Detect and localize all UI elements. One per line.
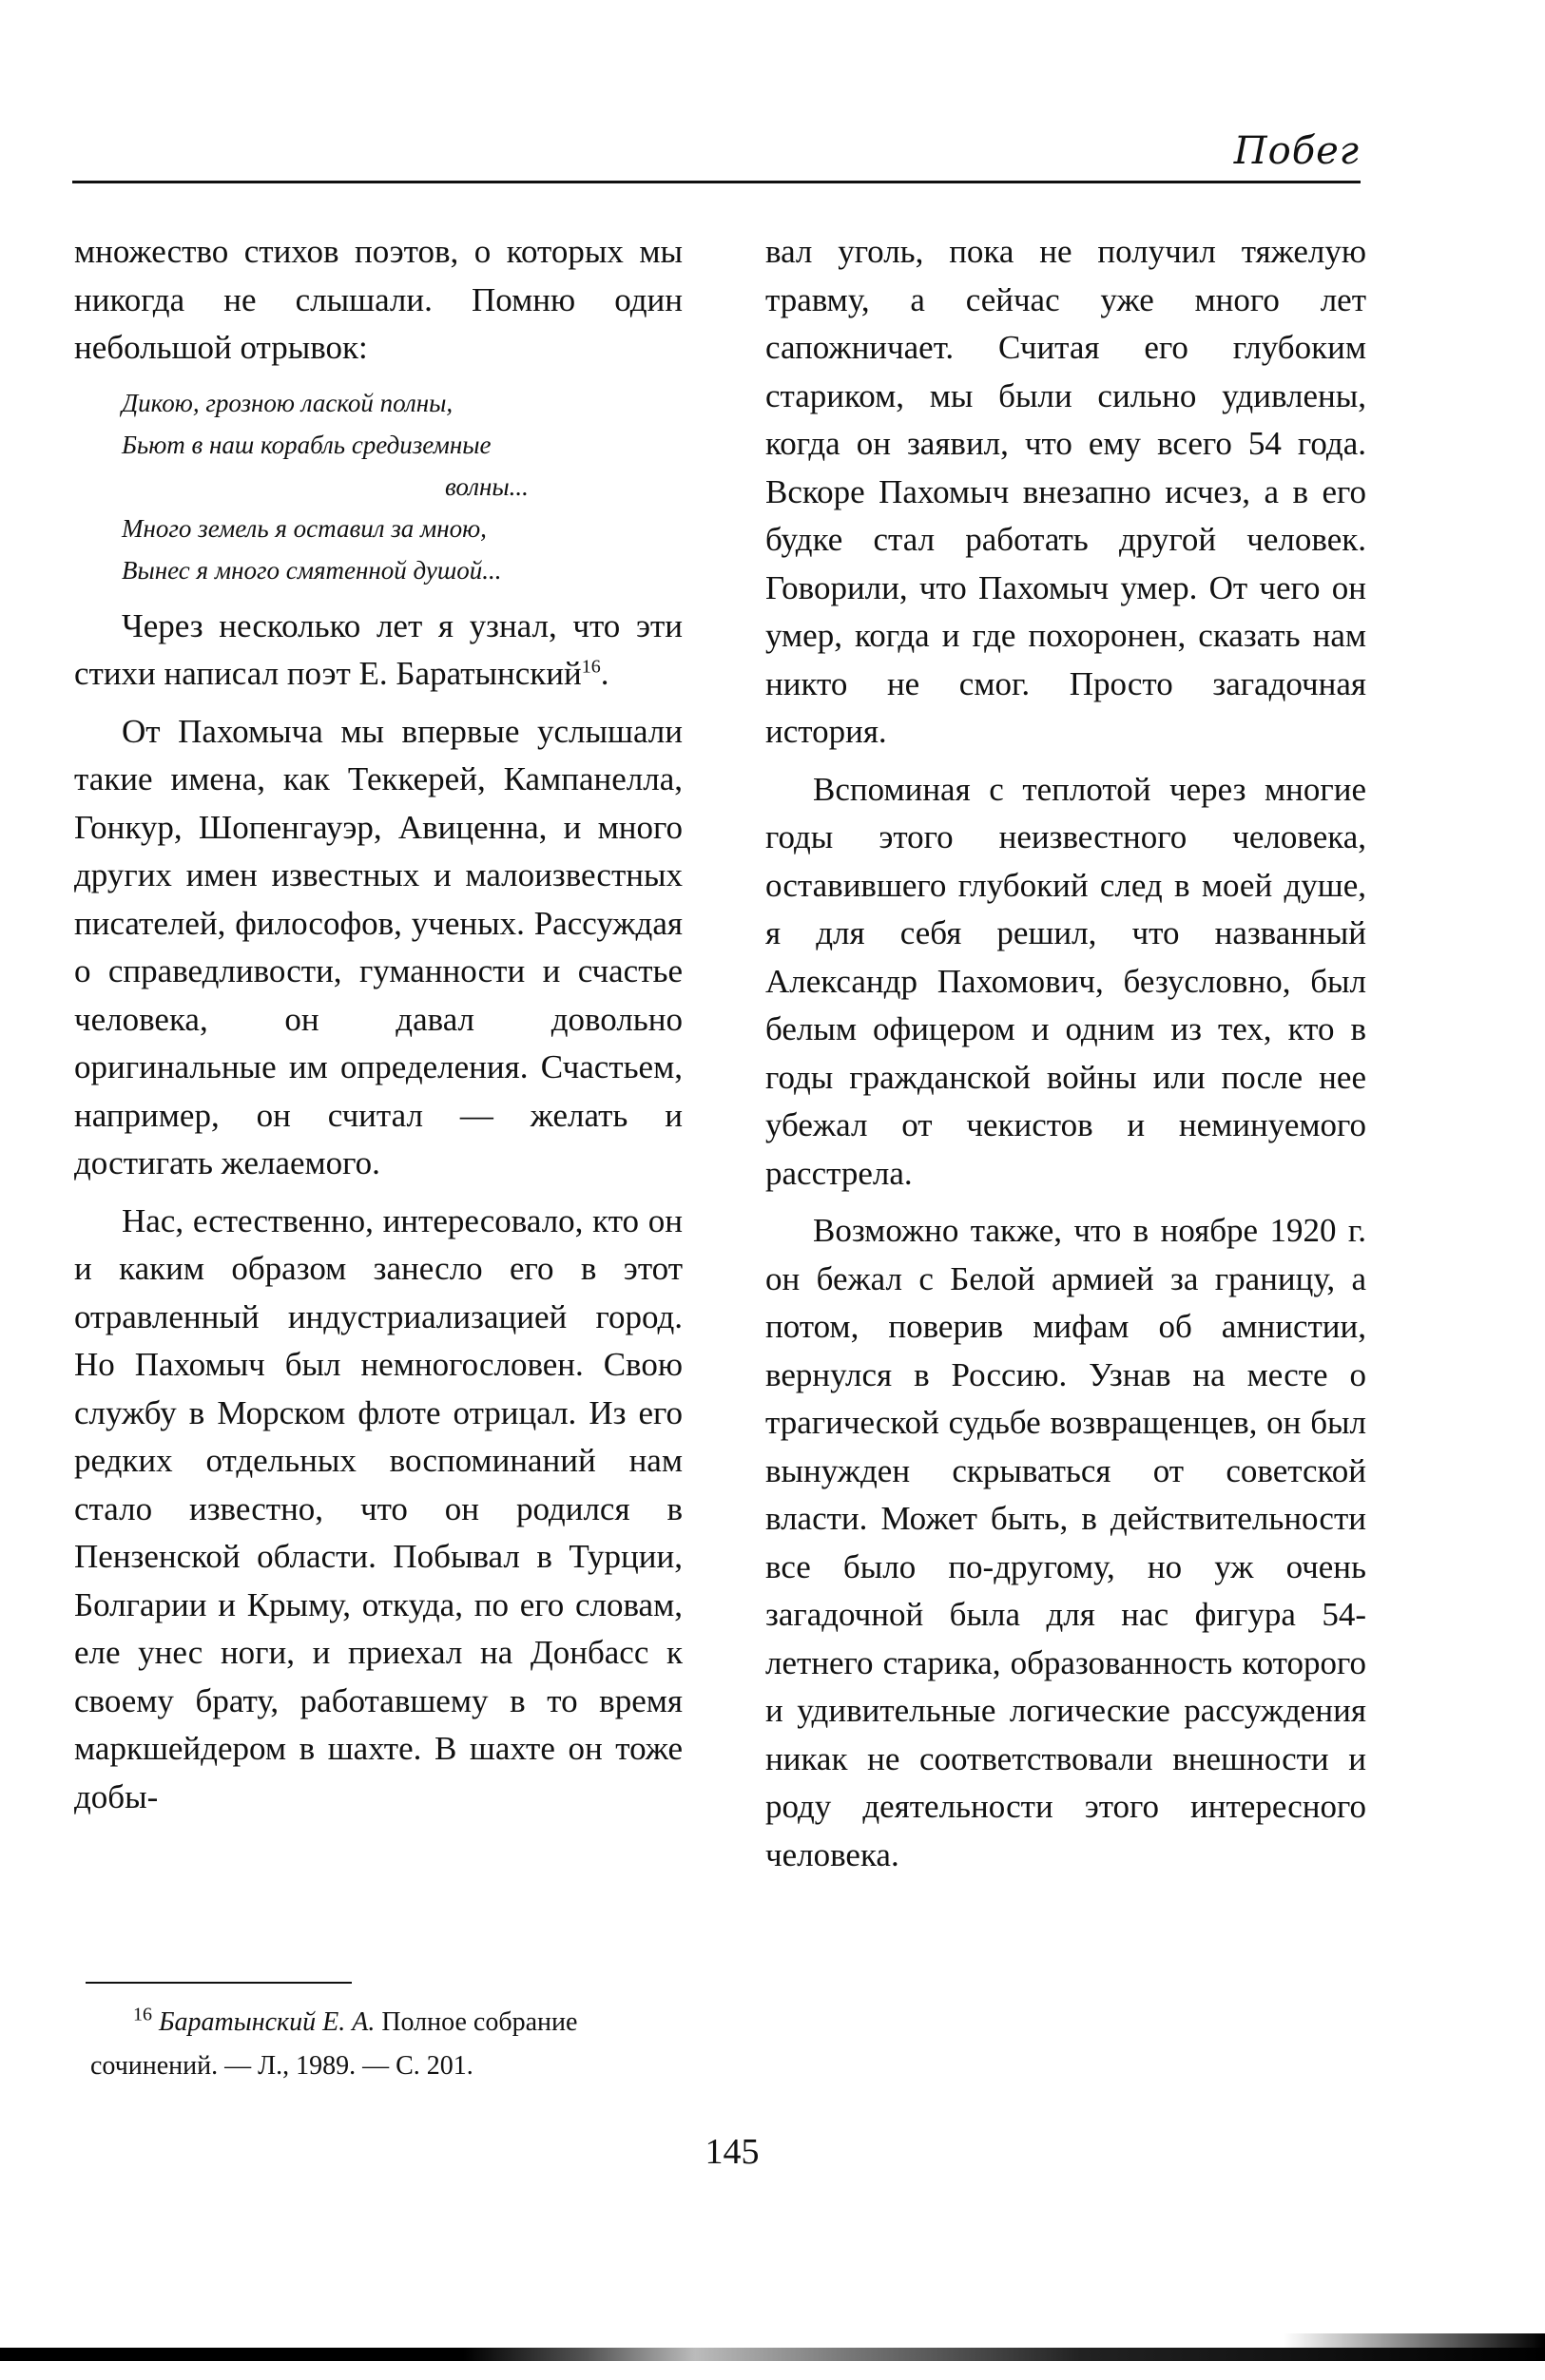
paragraph — [74, 603, 683, 699]
paragraph: Вспоминая с теплотой через многие годы этого неизвестного человека, оставившего глубокий след в моей душе, я для себя решил, что названный Александр Пахомович, безусловно, был белым офицером и одним из тех, кто в годы гражданской войны или после нее убежал от чекистов и неминуемого расстрела. — [765, 770, 1366, 1192]
scan-edge-shadow — [1284, 2333, 1545, 2348]
footnote-number: 16 — [133, 2004, 152, 2025]
footnote-text: Полное собрание — [381, 2007, 578, 2037]
left-column — [74, 228, 683, 1831]
verse-line: Много земель я оставил за мною, — [122, 513, 487, 543]
paragraph: Нас, естественно, интересовало, кто он и каким образом занесло его в этот отравленный индустриализацией город. Но Пахомыч был немногословен. Свою службу в Морском флоте отрицал. Из его редких отдельных воспоминаний нам стало известно, что он родился в Пензенской области. Побывал в Турции, Болгарии и Крыму, откуда, по его словам, еле унес ноги, и приехал на Донбасс к своему брату, работавшему в то время маркшейдером в шахте. В шахте он тоже добы- — [74, 1201, 683, 1815]
verse-line: волны... — [445, 471, 529, 501]
right-column — [765, 228, 1366, 1889]
header-rule — [72, 181, 1361, 183]
footnote-ref[interactable]: 16 — [581, 656, 601, 678]
footnote — [90, 2001, 708, 2088]
verse-line: Дикою, грозною лаской полны, — [122, 388, 454, 417]
paragraph: множество стихов поэтов, о которых мы никогда не слышали. Помню один небольшой отрывок: — [74, 233, 683, 366]
scan-edge — [0, 2348, 1545, 2361]
paragraph: вал уголь, пока не получил тяжелую травму, а сейчас уже много лет сапожничает. Считая его глубоким стариком, мы были сильно удивлены, когда он заявил, что ему всего 54 года. Вскоре Пахомыч внезапно исчез, а в его будке стал работать другой человек. Говорили, что Пахомыч умер. От чего он умер, когда и где похоронен, сказать нам никто не смог. Просто загадочная история. — [765, 233, 1366, 750]
running-header: Побег — [1233, 129, 1360, 173]
paragraph: Возможно также, что в ноябре 1920 г. он бежал с Белой армией за границу, а потом, поверив мифам об амнистии, вернулся в Россию. Узнав на месте о трагической судьбе возвращенцев, он был вынужден скрываться от советской власти. Может быть, в действительности все было по-другому, но уж очень загадочной была для нас фигура 54-летнего старика, образованность которого и удивительные логические рассуждения никак не соответствовали внешности и роду деятельности этого интересного человека. — [765, 1212, 1366, 1873]
footnote-rule — [86, 1982, 352, 1984]
verse-quote — [122, 382, 683, 591]
paragraph-end: . — [600, 655, 609, 692]
footnote-author: Баратынский Е. А. — [159, 2007, 376, 2037]
verse-line: Вынес я много смятенной душой... — [122, 555, 502, 585]
page-number: 145 — [705, 2132, 760, 2172]
paragraph-text: Через несколько лет я узнал, что эти стихи написал поэт Е. Баратынский — [74, 606, 683, 692]
footnote-text-cont: сочинений. — Л., 1989. — С. 201. — [90, 2051, 473, 2081]
verse-line: Бьют в наш корабль средиземные — [122, 430, 492, 459]
paragraph: От Пахомыча мы впервые услышали такие имена, как Теккерей, Кампанелла, Гонкур, Шопенгауэр, Авиценна, и много других имен известных и малоизвестных писателей, философов, ученых. Рассуждая о справедливости, гуманности и счастье человека, он давал довольно оригинальные им определения. Счастьем, например, он считал — желать и достигать желаемого. — [74, 712, 683, 1181]
